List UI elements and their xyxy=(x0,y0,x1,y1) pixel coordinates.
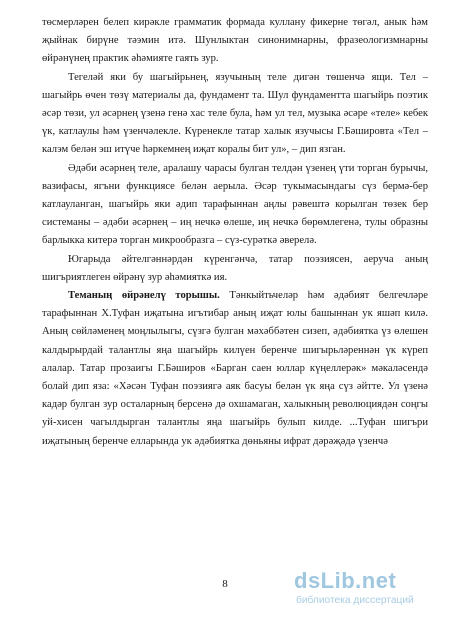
page-body xyxy=(42,14,428,451)
paragraph-1: төсмерләрен белеп кирәкле грамматик формада куллану фикерне төгәл, анык һәм җыйнак бирүне тәэмин итә. Шунлыктан синонимнарны, фразеологизмнарны өйрәнүнең практик әһәмияте гаять зур. xyxy=(42,17,428,65)
paragraph-4: Югарыда әйтелгәннәрдән күренгәнчә, татар поэзиясен, аеруча аның шигъриятлеген өйрәнү зур әһәмияткә ия. xyxy=(42,253,428,283)
dslib-logo: dsLib.net xyxy=(294,568,397,593)
paragraph-3: Әдәби әсәрнең теле, аралашу чарасы булган телдән үзенең үти торган бурычы, вазифасы, ягъни функциясе белән аерыла. Әсәр тукымасындагы сүз бермә-бер катлауланган, шагыйрь яки әдип тарафыннан аңлы рәвештә корылган төзек бер системаны – әдәби әсәрнең – иң нечкә өлеше, иң нечкә бөрөмлегенә, тулы образны барлыкка китерә торган микрообразга – сүз-сурәткә әверелә. xyxy=(42,162,428,247)
page-number: 8 xyxy=(222,578,228,590)
watermark xyxy=(294,568,444,612)
section-heading-inline: Теманың өйрәнелү торышы. xyxy=(68,290,220,302)
paragraph-2: Тегеләй яки бу шагыйрьнең, язучының теле дигән төшенчә ящи. Тел – шагыйрь өчен төзү материалы да, фундамент та. Шул фундаментта шагыйрь поэтик әсәр төзи, ул әсәрнең үзенә генә хас теле була, һәм ул тел, музыка әсәре «теле» кебек үк, катлаулы һәм үзенчәлекле. Күренекле татар халык язучысы Г.Бәшировта «Тел – калэм белән эш итүче һәркемнең иҗат коралы бит ул», – дип язган. xyxy=(42,71,428,156)
paragraph-5 xyxy=(42,287,428,451)
paragraph-5-text: Тәнкыйтьчеләр һәм әдәбият белгечләре тарафыннан Х.Туфан иҗатына игътибар аның иҗат юлы башыннан ук яшәп килә. Аның сөйләменең моңлылыгы, сүзгә булган мәхәббәтен сизеп, әдәбиятка үз өлешен калдырырдай талантлы яңа шагыйрь килүен беренче шигырьләреннән үк күреп алалар. Татар прозаигы Г.Бәширов «Барган саен юллар күңеллерәк» мәкаләсендә болай дип яза: «Хәсән Туфан поэзиягә аяк басуы белән үк яңа сүз әйтте. Ул үзенә кадәр булган зур осталарның берсенә дә охшамаган, халыкның революциядән соңгы уй-хисен чагылдырган талантлы яңа шагыйрь булып килде. ...Туфан шигъри иҗатының беренче елларында ук әдәбиятка дөньяны ифрат дәрәҗәдә үзенчә xyxy=(42,290,428,447)
watermark-subtitle: библиотека диссертаций xyxy=(296,595,414,606)
